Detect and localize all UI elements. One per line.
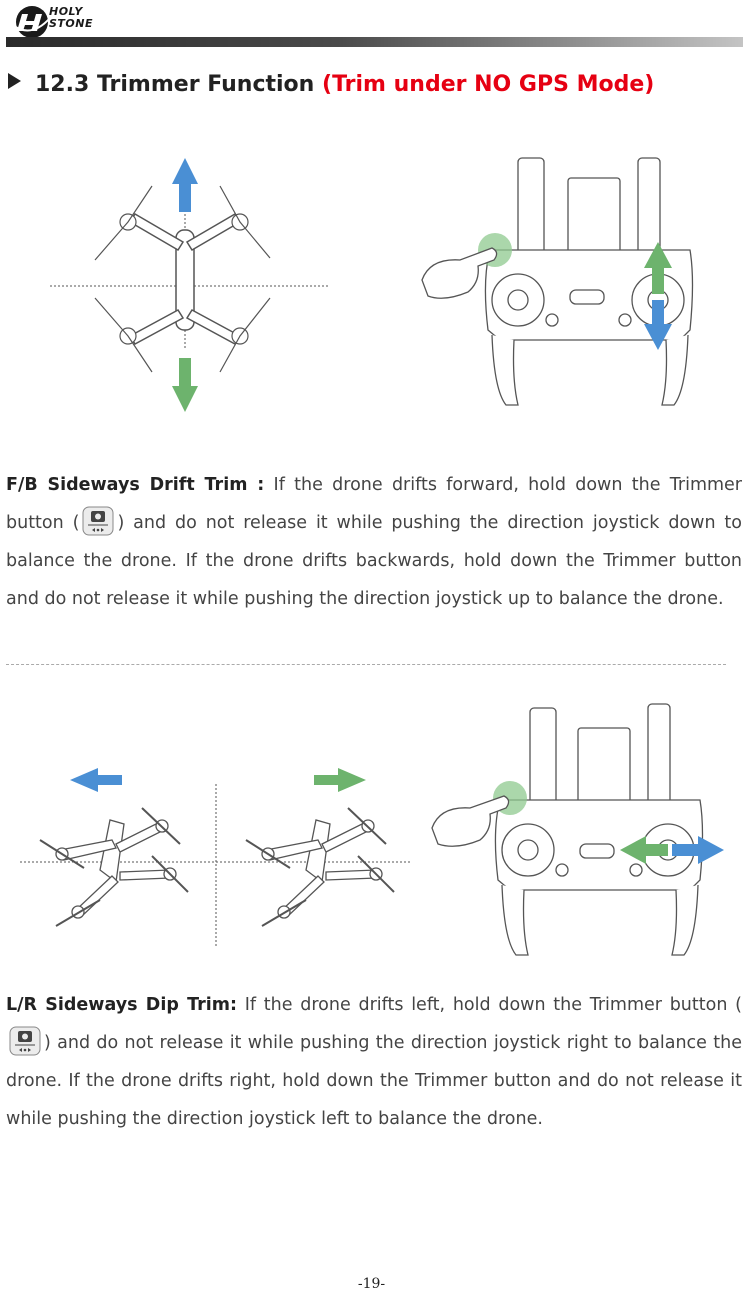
header-bar xyxy=(6,37,743,47)
trimmer-button-icon xyxy=(9,1026,41,1056)
drone-left-right-figure xyxy=(20,760,415,950)
fb-trim-text-1: If the drone drifts forward, hold down the Trimmer button ( xyxy=(6,475,742,533)
brand-line-2: STONE xyxy=(49,17,93,30)
controller-horizontal-trim-figure xyxy=(418,700,743,962)
section-number-title: 12.3 Trimmer Function xyxy=(35,72,315,97)
fb-trim-text-2: ) and do not release it while pushing the direction joystick down to balance the drone. If the drone drifts backwards, hold down the Trimmer button and do not release it while pushing the direction joystick up to balance the drone. xyxy=(6,513,742,609)
controller-vertical-trim-figure xyxy=(410,150,710,415)
section-subtitle: (Trim under NO GPS Mode) xyxy=(322,72,655,97)
triangle-bullet-icon xyxy=(8,73,21,89)
lr-trim-paragraph xyxy=(6,986,742,1138)
brand-line-1: HOLY xyxy=(49,5,83,18)
trimmer-button-icon xyxy=(82,506,114,536)
lr-trim-text-2: ) and do not release it while pushing the direction joystick right to balance the drone. If the drone drifts right, hold down the Trimmer button and do not release it while pushing the direction joystick left to balance the drone. xyxy=(6,1033,742,1129)
drone-forward-backward-figure xyxy=(40,150,340,420)
fb-trim-lead: F/B Sideways Drift Trim : xyxy=(6,475,265,495)
lr-trim-text-1: If the drone drifts left, hold down the Trimmer button ( xyxy=(237,995,742,1015)
brand-name xyxy=(49,6,93,30)
section-divider xyxy=(6,664,726,665)
page-header xyxy=(0,0,743,52)
lr-trim-colon: : xyxy=(230,995,237,1015)
section-title xyxy=(8,72,654,97)
page-number: -19- xyxy=(357,1276,386,1292)
lr-trim-lead: L/R Sideways Dip Trim xyxy=(6,995,230,1015)
fb-trim-paragraph xyxy=(6,466,742,618)
